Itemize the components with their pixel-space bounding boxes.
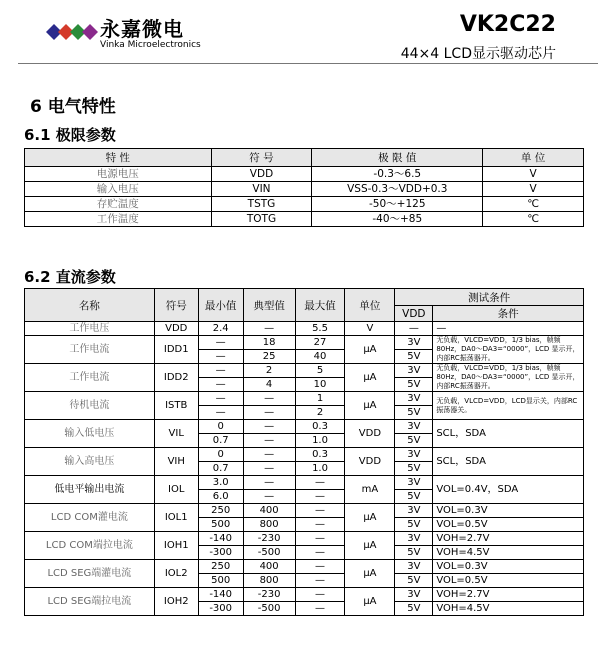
dc-cell: — xyxy=(198,350,243,364)
dc-cell: — xyxy=(295,504,345,518)
dc-cell: 1 xyxy=(295,392,345,406)
section-6-1-title: 6.1 极限参数 xyxy=(24,126,116,144)
dc-cell: 2 xyxy=(243,364,295,378)
limits-cell: V xyxy=(483,167,584,182)
dc-cell: — xyxy=(198,364,243,378)
dc-row xyxy=(25,336,584,350)
dc-cell: — xyxy=(243,406,295,420)
dc-cell: μA xyxy=(345,504,395,532)
dc-cell: 3.0 xyxy=(198,476,243,490)
dc-cell: — xyxy=(243,448,295,462)
limits-cell: ℃ xyxy=(483,212,584,227)
dc-cell: 500 xyxy=(198,518,243,532)
dc-row xyxy=(25,532,584,546)
dc-cell: μA xyxy=(345,336,395,364)
dc-cell: 无负载，VLCD=VDD，LCD显示关，内部RC振荡器关。 xyxy=(433,392,584,420)
dc-cell: — xyxy=(295,532,345,546)
dc-cell: VOL=0.4V，SDA xyxy=(433,476,584,504)
dc-cell: IDD1 xyxy=(154,336,198,364)
dc-cell: IOL1 xyxy=(154,504,198,532)
dc-cell: IOH1 xyxy=(154,532,198,560)
dc-cell: 5V xyxy=(395,518,433,532)
dc-cell: -230 xyxy=(243,532,295,546)
dc-cell: 输入低电压 xyxy=(25,420,155,448)
dc-cell: 输入高电压 xyxy=(25,448,155,476)
dc-cell: 5V xyxy=(395,574,433,588)
dc-cell: SCL，SDA xyxy=(433,448,584,476)
dc-cell: 0 xyxy=(198,420,243,434)
limits-cell: 电源电压 xyxy=(25,167,212,182)
dc-cell: VOH=2.7V xyxy=(433,588,584,602)
dc-cell: 6.0 xyxy=(198,490,243,504)
dc-cell: 25 xyxy=(243,350,295,364)
dc-cell: — xyxy=(243,322,295,336)
dc-header-cond: 条件 xyxy=(433,306,584,322)
section-6-2-title: 6.2 直流参数 xyxy=(24,268,116,286)
dc-cell: 5 xyxy=(295,364,345,378)
limits-cell: VSS-0.3～VDD+0.3 xyxy=(312,182,483,197)
dc-cell: — xyxy=(295,490,345,504)
limits-cell: VDD xyxy=(211,167,312,182)
dc-header-unit: 单位 xyxy=(345,289,395,322)
dc-cell: 0.7 xyxy=(198,434,243,448)
dc-cell: 250 xyxy=(198,560,243,574)
dc-cell: 2 xyxy=(295,406,345,420)
dc-cell: VOL=0.5V xyxy=(433,574,584,588)
limits-cell: 存贮温度 xyxy=(25,197,212,212)
dc-cell: 2.4 xyxy=(198,322,243,336)
dc-cell: 低电平输出电流 xyxy=(25,476,155,504)
limits-cell: TOTG xyxy=(211,212,312,227)
dc-cell: 250 xyxy=(198,504,243,518)
dc-cell: — xyxy=(243,490,295,504)
dc-cell: -140 xyxy=(198,532,243,546)
dc-cell: 400 xyxy=(243,560,295,574)
dc-cell: -300 xyxy=(198,546,243,560)
dc-cell: LCD COM端拉电流 xyxy=(25,532,155,560)
dc-header-max: 最大值 xyxy=(295,289,345,322)
limits-cell: -40～+85 xyxy=(312,212,483,227)
dc-cell: — xyxy=(198,406,243,420)
dc-cell: VDD xyxy=(345,420,395,448)
dc-cell: SCL，SDA xyxy=(433,420,584,448)
dc-cell: — xyxy=(243,420,295,434)
limits-row xyxy=(25,212,584,227)
limits-cell: ℃ xyxy=(483,197,584,212)
company-name: 永嘉微电 xyxy=(100,17,184,41)
dc-cell: 800 xyxy=(243,574,295,588)
dc-cell: 400 xyxy=(243,504,295,518)
dc-cell: VDD xyxy=(345,448,395,476)
dc-cell: μA xyxy=(345,532,395,560)
dc-cell: 5.5 xyxy=(295,322,345,336)
dc-cell: — xyxy=(243,392,295,406)
dc-cell: 工作电压 xyxy=(25,322,155,336)
dc-cell: — xyxy=(295,476,345,490)
dc-cell: VDD xyxy=(154,322,198,336)
dc-cell: mA xyxy=(345,476,395,504)
dc-cell: 0 xyxy=(198,448,243,462)
dc-table xyxy=(24,288,584,616)
dc-cell: VOH=4.5V xyxy=(433,602,584,616)
dc-header-vdd: VDD xyxy=(395,306,433,322)
dc-cell: 5V xyxy=(395,602,433,616)
dc-cell: ISTB xyxy=(154,392,198,420)
limits-cell: 输入电压 xyxy=(25,182,212,197)
dc-cell: — xyxy=(198,392,243,406)
dc-cell: 3V xyxy=(395,476,433,490)
limits-header-cell: 特 性 xyxy=(25,149,212,167)
dc-cell: — xyxy=(395,322,433,336)
dc-cell: 500 xyxy=(198,574,243,588)
dc-cell: -500 xyxy=(243,546,295,560)
dc-row xyxy=(25,392,584,406)
dc-cell: μA xyxy=(345,560,395,588)
dc-cell: IOL xyxy=(154,476,198,504)
limits-header-cell: 单 位 xyxy=(483,149,584,167)
dc-cell: 800 xyxy=(243,518,295,532)
dc-row xyxy=(25,560,584,574)
dc-cell: μA xyxy=(345,392,395,420)
limits-cell: TSTG xyxy=(211,197,312,212)
dc-cell: 工作电流 xyxy=(25,364,155,392)
dc-row xyxy=(25,448,584,462)
dc-cell: IOL2 xyxy=(154,560,198,588)
limits-cell: V xyxy=(483,182,584,197)
dc-cell: 3V xyxy=(395,588,433,602)
product-description: 44×4 LCD显示驱动芯片 xyxy=(400,46,556,62)
dc-header-row xyxy=(25,289,584,306)
dc-cell: — xyxy=(243,462,295,476)
dc-cell: 5V xyxy=(395,406,433,420)
dc-cell: — xyxy=(243,476,295,490)
limits-header-cell: 极 限 值 xyxy=(312,149,483,167)
dc-row xyxy=(25,504,584,518)
dc-cell: 18 xyxy=(243,336,295,350)
header-divider xyxy=(18,63,598,64)
dc-cell: μA xyxy=(345,364,395,392)
dc-cell: 3V xyxy=(395,392,433,406)
dc-cell: VOL=0.3V xyxy=(433,504,584,518)
dc-cell: -500 xyxy=(243,602,295,616)
dc-cell: IDD2 xyxy=(154,364,198,392)
dc-cell: -300 xyxy=(198,602,243,616)
dc-cell: 无负载，VLCD=VDD，1/3 bias，帧频80Hz，DA0～DA3=“0000”，LCD 显示开，内部RC振荡器开。 xyxy=(433,336,584,364)
dc-cell: 3V xyxy=(395,560,433,574)
dc-cell: VOL=0.3V xyxy=(433,560,584,574)
dc-cell: — xyxy=(198,336,243,350)
dc-row xyxy=(25,322,584,336)
dc-header-typ: 典型值 xyxy=(243,289,295,322)
dc-row xyxy=(25,588,584,602)
dc-cell: 待机电流 xyxy=(25,392,155,420)
dc-cell: VOL=0.5V xyxy=(433,518,584,532)
dc-cell: — xyxy=(295,602,345,616)
limits-header-cell: 符 号 xyxy=(211,149,312,167)
dc-cell: — xyxy=(295,560,345,574)
dc-cell: 3V xyxy=(395,448,433,462)
dc-cell: 5V xyxy=(395,434,433,448)
dc-cell: LCD SEG端灌电流 xyxy=(25,560,155,588)
dc-header-test: 测试条件 xyxy=(395,289,584,306)
limits-cell: 工作温度 xyxy=(25,212,212,227)
dc-cell: 工作电流 xyxy=(25,336,155,364)
dc-cell: V xyxy=(345,322,395,336)
limits-table xyxy=(24,148,584,227)
dc-row xyxy=(25,364,584,378)
dc-cell: 0.7 xyxy=(198,462,243,476)
limits-row xyxy=(25,182,584,197)
dc-cell: 3V xyxy=(395,532,433,546)
company-name-en: Vinka Microelectronics xyxy=(100,40,201,50)
dc-cell: 3V xyxy=(395,364,433,378)
dc-cell: — xyxy=(295,518,345,532)
dc-cell: -140 xyxy=(198,588,243,602)
limits-cell: -0.3～6.5 xyxy=(312,167,483,182)
limits-header-row xyxy=(25,149,584,167)
dc-cell: LCD SEG端拉电流 xyxy=(25,588,155,616)
dc-cell: 40 xyxy=(295,350,345,364)
dc-cell: — xyxy=(243,434,295,448)
dc-row xyxy=(25,420,584,434)
dc-cell: 无负载，VLCD=VDD，1/3 bias，帧频80Hz，DA0～DA3=“0000”，LCD 显示开，内部RC振荡器开。 xyxy=(433,364,584,392)
limits-row xyxy=(25,197,584,212)
dc-cell: — xyxy=(295,546,345,560)
dc-cell: -230 xyxy=(243,588,295,602)
dc-cell: VOH=2.7V xyxy=(433,532,584,546)
dc-cell: 5V xyxy=(395,350,433,364)
dc-cell: 5V xyxy=(395,490,433,504)
dc-cell: 3V xyxy=(395,504,433,518)
dc-cell: VOH=4.5V xyxy=(433,546,584,560)
dc-cell: 5V xyxy=(395,462,433,476)
dc-header-symbol: 符号 xyxy=(154,289,198,322)
limits-cell: VIN xyxy=(211,182,312,197)
limits-row xyxy=(25,167,584,182)
dc-cell: VIH xyxy=(154,448,198,476)
dc-cell: μA xyxy=(345,588,395,616)
dc-cell: 10 xyxy=(295,378,345,392)
dc-cell: — xyxy=(198,378,243,392)
dc-cell: 4 xyxy=(243,378,295,392)
dc-cell: 0.3 xyxy=(295,448,345,462)
dc-cell: 3V xyxy=(395,336,433,350)
dc-cell: 5V xyxy=(395,546,433,560)
dc-cell: 5V xyxy=(395,378,433,392)
dc-cell: IOH2 xyxy=(154,588,198,616)
section-6-title: 6 电气特性 xyxy=(30,97,116,117)
dc-cell: — xyxy=(295,588,345,602)
dc-cell: — xyxy=(295,574,345,588)
dc-cell: 0.3 xyxy=(295,420,345,434)
dc-cell: — xyxy=(433,322,584,336)
dc-cell: VIL xyxy=(154,420,198,448)
dc-cell: 1.0 xyxy=(295,462,345,476)
dc-row xyxy=(25,476,584,490)
dc-cell: LCD COM灌电流 xyxy=(25,504,155,532)
limits-cell: -50～+125 xyxy=(312,197,483,212)
product-name: VK2C22 xyxy=(459,12,556,37)
dc-header-name: 名称 xyxy=(25,289,155,322)
dc-cell: 1.0 xyxy=(295,434,345,448)
dc-header-min: 最小值 xyxy=(198,289,243,322)
dc-cell: 27 xyxy=(295,336,345,350)
dc-cell: 3V xyxy=(395,420,433,434)
